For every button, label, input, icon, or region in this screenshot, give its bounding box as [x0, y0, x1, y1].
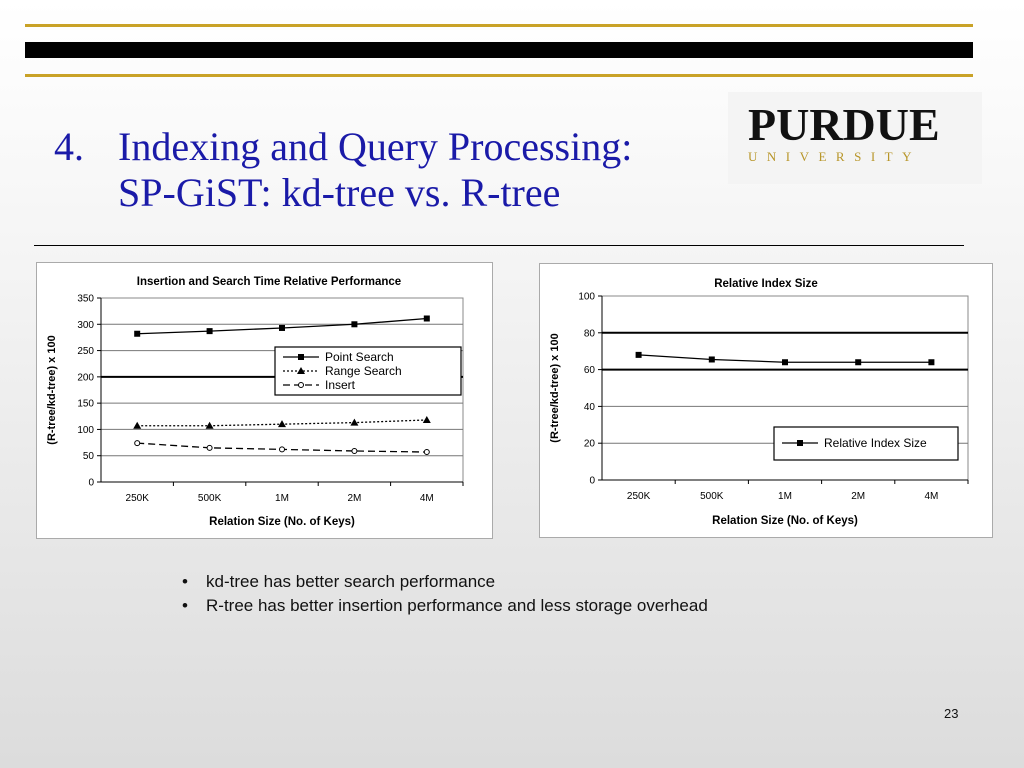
data-point [351, 321, 357, 327]
data-point [855, 359, 861, 365]
bullet-item: • R-tree has better insertion performance and less storage overhead [182, 594, 708, 618]
title-number: 4. [54, 124, 84, 169]
data-point [709, 356, 715, 362]
legend-label: Relative Index Size [824, 436, 927, 450]
x-tick-label: 1M [275, 493, 289, 504]
chart-svg-index-size [540, 264, 992, 537]
x-tick-label: 250K [626, 491, 651, 502]
data-point [928, 359, 934, 365]
x-tick-label: 2M [851, 491, 866, 502]
data-point [135, 441, 140, 446]
data-point [797, 440, 803, 446]
data-point [352, 448, 357, 453]
data-point [298, 354, 304, 360]
x-tick-label: 2M [347, 493, 362, 504]
bullet-item: • kd-tree has better search performance [182, 570, 708, 594]
data-point [280, 447, 285, 452]
y-tick-label: 350 [77, 293, 94, 305]
x-tick-label: 1M [778, 491, 792, 502]
y-tick-label: 80 [583, 328, 595, 340]
title-line-2: SP-GiST: kd-tree vs. R-tree [118, 170, 561, 215]
x-tick-label: 4M [419, 493, 434, 504]
page-number: 23 [944, 706, 959, 721]
y-tick-label: 200 [77, 372, 94, 384]
logo-main-text: PURDUE [748, 99, 940, 150]
data-point [207, 328, 213, 334]
y-tick-label: 0 [88, 477, 94, 489]
chart-title: Insertion and Search Time Relative Performance [136, 276, 402, 288]
y-tick-label: 150 [77, 398, 94, 410]
y-tick-label: 40 [583, 401, 595, 413]
top-black-bar [25, 42, 973, 58]
x-axis-label: Relation Size (No. of Keys) [712, 515, 858, 527]
logo-sub-text: UNIVERSITY [748, 149, 921, 164]
data-point [424, 450, 429, 455]
legend-label: Insert [325, 378, 356, 392]
purdue-logo [728, 92, 982, 184]
data-point [636, 352, 642, 358]
title-divider [34, 245, 964, 246]
legend-label: Point Search [325, 350, 394, 364]
title-line-1: Indexing and Query Processing: [118, 124, 633, 169]
chart-insertion-search-performance [36, 262, 493, 539]
y-tick-label: 100 [578, 291, 595, 303]
data-point [134, 331, 140, 337]
x-tick-label: 4M [924, 491, 939, 502]
second-gold-rule [25, 74, 973, 77]
data-point [279, 325, 285, 331]
x-tick-label: 250K [125, 493, 149, 504]
chart-svg-performance [37, 263, 492, 538]
x-tick-label: 500K [197, 493, 222, 504]
y-axis-label: (R-tree/kd-tree) x 100 [46, 335, 58, 445]
data-point [424, 316, 430, 322]
chart-title: Relative Index Size [714, 278, 818, 290]
top-gold-rule [25, 24, 973, 27]
x-tick-label: 500K [700, 491, 724, 502]
x-axis-label: Relation Size (No. of Keys) [209, 516, 355, 528]
data-point [299, 383, 304, 388]
y-tick-label: 100 [77, 424, 94, 436]
y-tick-label: 0 [589, 475, 595, 487]
data-point [782, 359, 788, 365]
data-point [207, 445, 212, 450]
y-axis-label: (R-tree/kd-tree) x 100 [549, 333, 561, 443]
bullet-list [182, 570, 708, 618]
y-tick-label: 250 [77, 346, 94, 358]
y-tick-label: 50 [82, 451, 94, 463]
y-tick-label: 20 [583, 438, 595, 450]
chart-relative-index-size [539, 263, 993, 538]
y-tick-label: 60 [583, 365, 595, 377]
y-tick-label: 300 [77, 319, 94, 331]
legend-label: Range Search [325, 364, 402, 378]
